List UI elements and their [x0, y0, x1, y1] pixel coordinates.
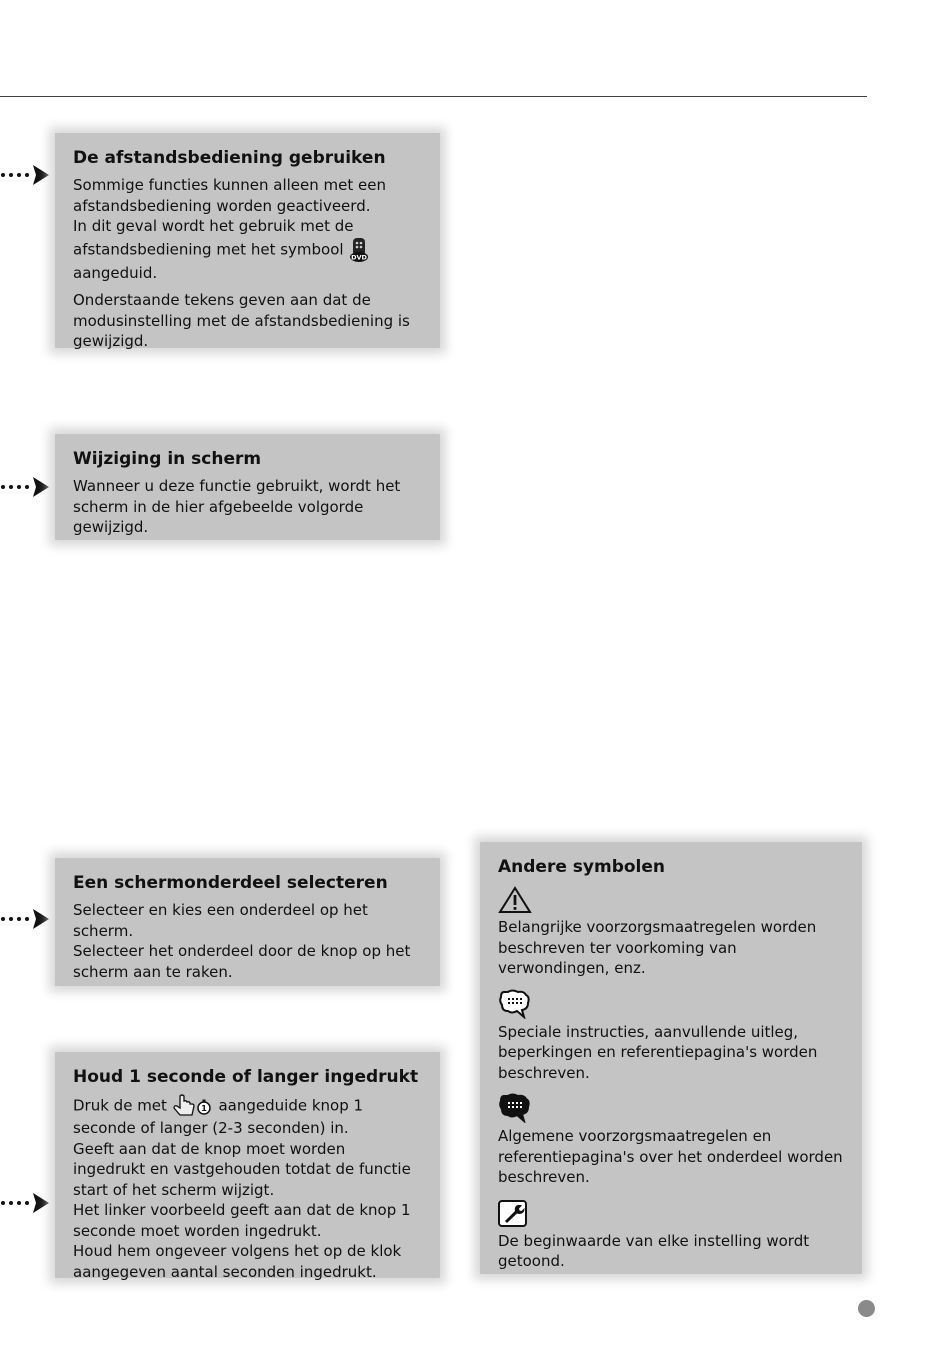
- symbol-description: Belangrijke voorzorgsmaatregelen worden beschreven ter voorkoming van verwondingen, enz.: [498, 918, 817, 977]
- remote-control-icon: [348, 237, 370, 263]
- symbol-description: De beginwaarde van elke instelling wordt getoond.: [498, 1231, 810, 1270]
- select-item-box: [55, 858, 440, 986]
- symbol-description: Speciale instructies, aanvullende uitleg, beperkingen en referentiepagina's worden beschreven.: [498, 1022, 818, 1082]
- box-text: Onderstaande tekens geven aan dat de modusinstelling met de afstandsbediening is gewijzigd.: [73, 291, 410, 350]
- box-text: Druk de met 1 aangeduide knop 1 seconde of langer (2-3 seconden) in. Geeft aan dat de knop moet worden ingedrukt en vastgehouden totdat de functie start of het scherm wijzigt. Het linker voorbeeld geeft aan dat de knop 1 seconde moet worden ingedrukt. Houd hem ongeveer volgens het op de klok aangegeven aantal seconden ingedrukt.: [73, 1094, 422, 1282]
- box-text: Sommige functies kunnen alleen met een afstandsbediening worden geactiveerd. In dit geval wordt het gebruik met de afstandsbediening met het symbool DVD aangeduid.: [73, 176, 386, 282]
- box-title: Houd 1 seconde of langer ingedrukt: [73, 1067, 419, 1087]
- other-symbols-box: [480, 842, 862, 1274]
- speech-bubble-filled-icon: [498, 1093, 532, 1123]
- header-rule: [0, 96, 867, 97]
- dotted-arrow-icon: [0, 163, 52, 187]
- page-marker-dot: [858, 1300, 875, 1317]
- dotted-arrow-icon: [0, 1191, 52, 1215]
- box-title: De afstandsbediening gebruiken: [73, 148, 386, 168]
- symbol-description: Algemene voorzorgsmaatregelen en referentiepagina's over het onderdeel worden beschreven.: [498, 1127, 843, 1186]
- remote-badge-text: DVD: [351, 253, 368, 261]
- box-text: Selecteer en kies een onderdeel op het scherm. Selecteer het onderdeel door de knop op het scherm aan te raken.: [73, 901, 411, 981]
- dotted-arrow-icon: [0, 907, 52, 931]
- dotted-arrow-icon: [0, 475, 52, 499]
- wrench-icon: [498, 1200, 528, 1228]
- box-title: Andere symbolen: [498, 857, 666, 877]
- warning-triangle-icon: [498, 886, 532, 914]
- remote-control-box: [55, 133, 440, 348]
- box-title: Wijziging in scherm: [73, 449, 262, 469]
- box-title: Een schermonderdeel selecteren: [73, 873, 388, 893]
- box-text: Wanneer u deze functie gebruikt, wordt het scherm in de hier afgebeelde volgorde gewijzigd.: [73, 477, 401, 536]
- svg-text:1: 1: [200, 1104, 207, 1113]
- touch-hold-icon: [172, 1094, 214, 1118]
- screen-change-box: [55, 434, 440, 540]
- speech-bubble-outline-icon: [498, 989, 532, 1019]
- hold-button-box: [55, 1052, 440, 1281]
